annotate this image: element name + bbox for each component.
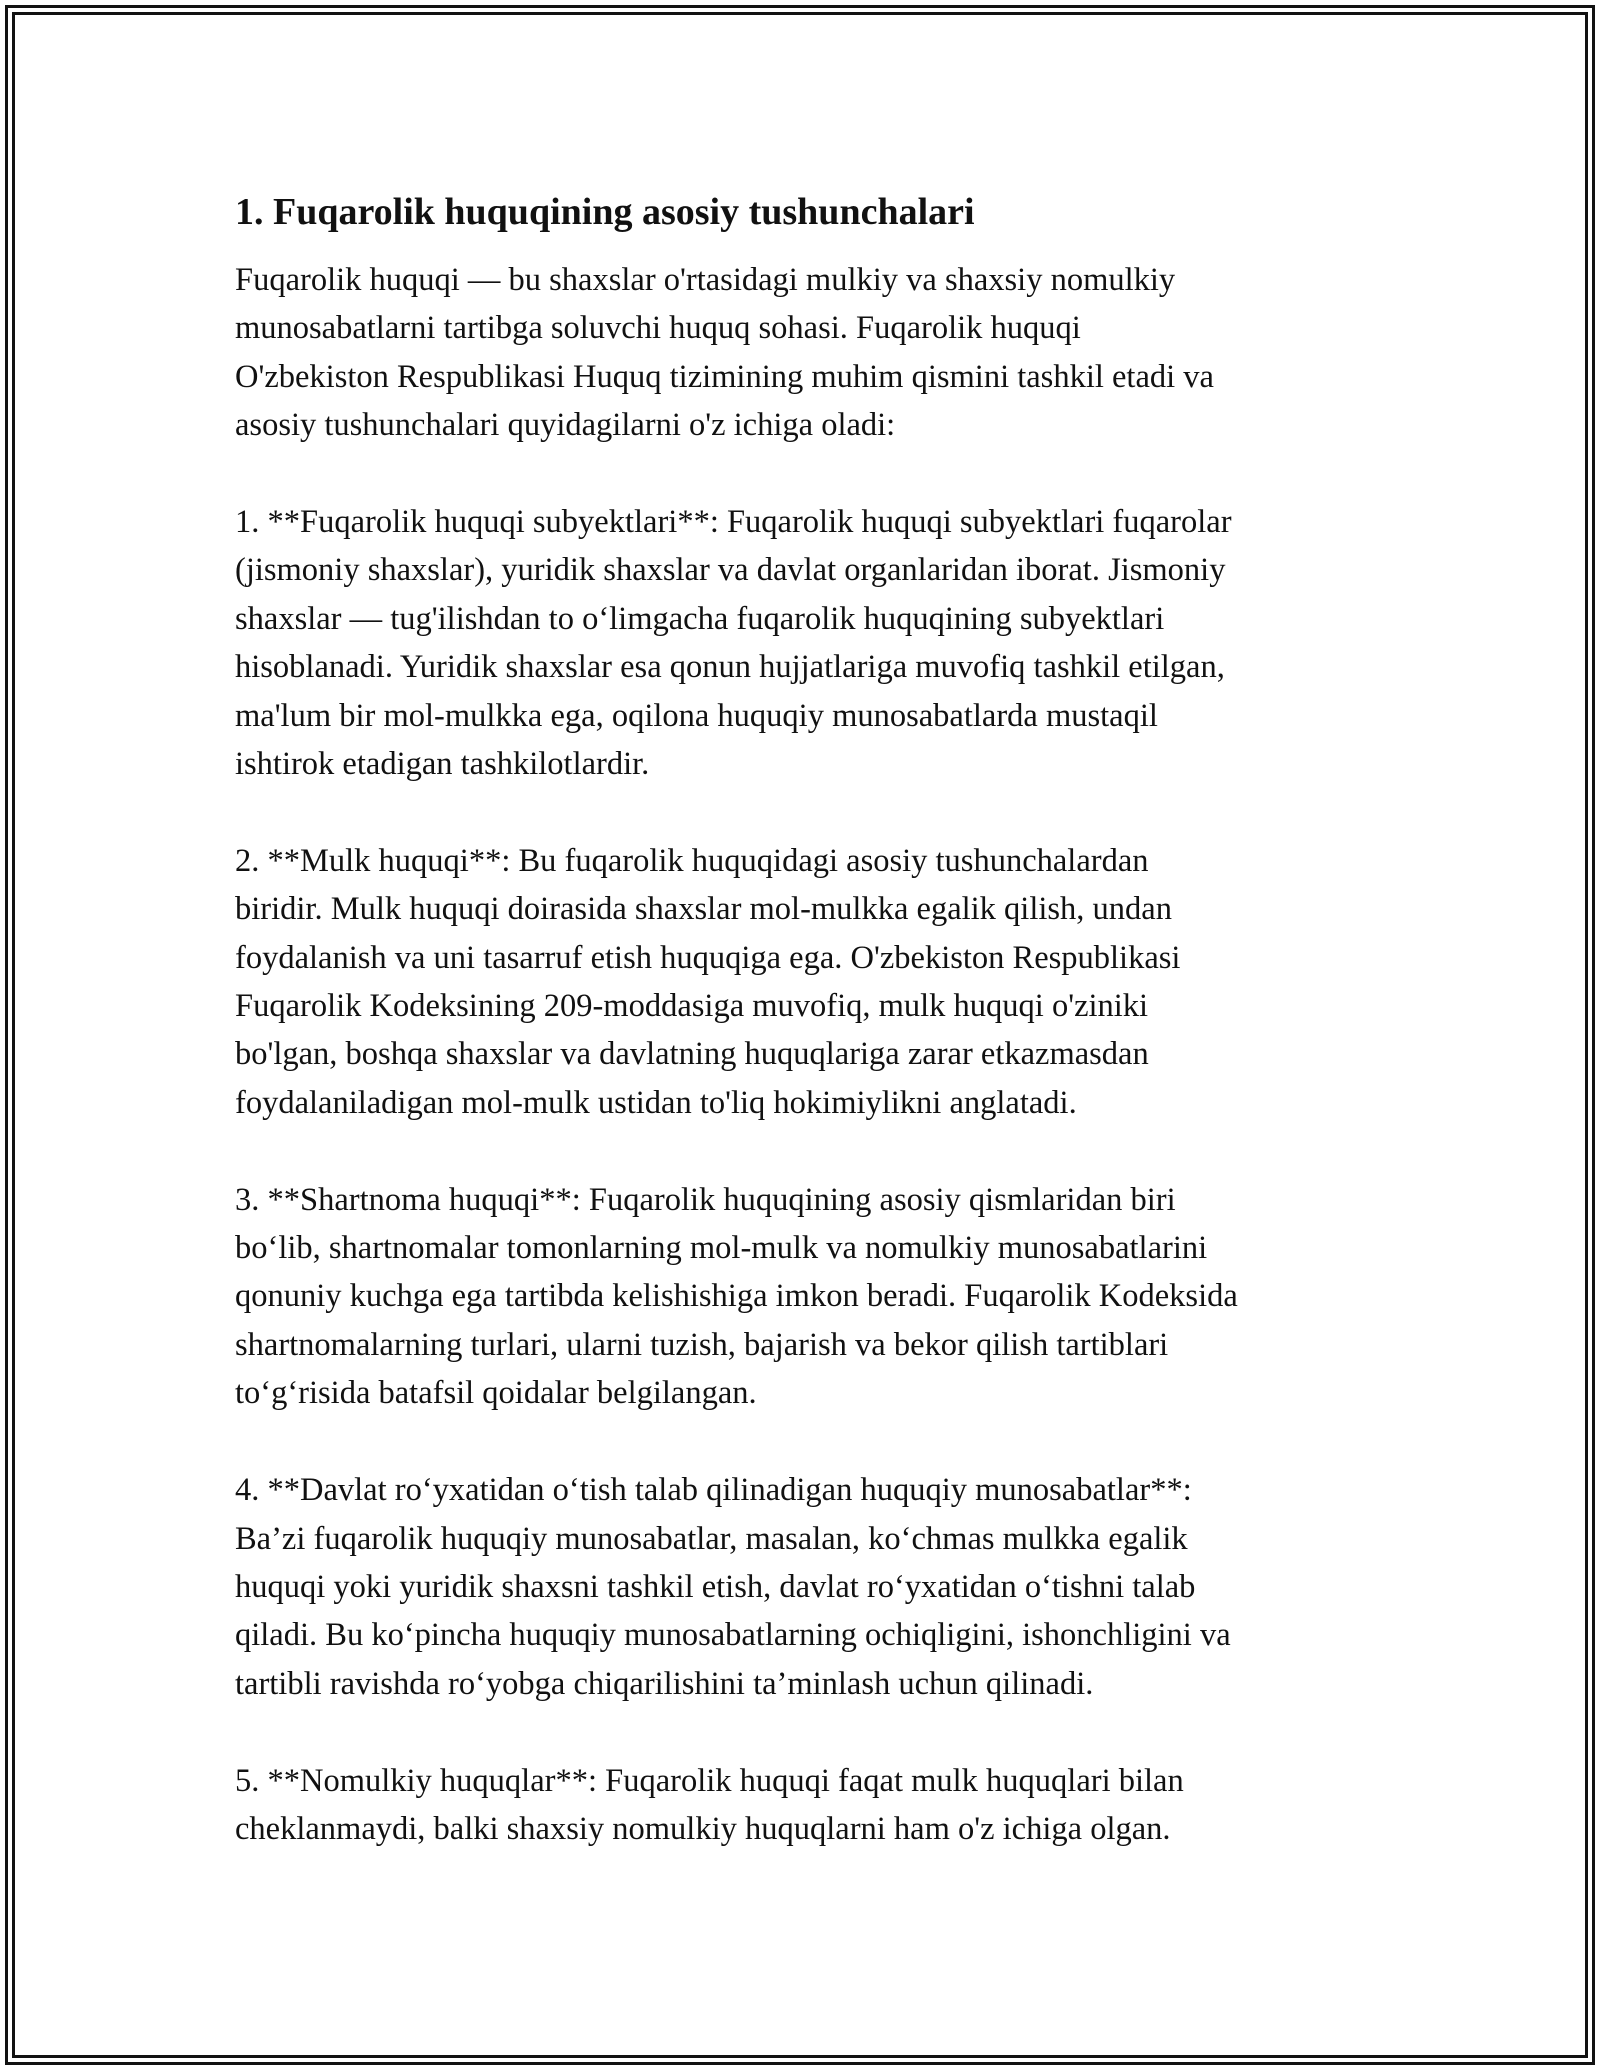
text-line: Fuqarolik Kodeksining 209-moddasiga muvofiq, mulk huquqi o'ziniki (235, 988, 1149, 1025)
text-line: 3. **Shartnoma huquqi**: Fuqarolik huquqining asosiy qismlaridan biri (235, 1181, 1176, 1218)
text-line: (jismoniy shaxslar), yuridik shaxslar va davlat organlaridan iborat. Jismoniy (235, 552, 1226, 589)
text-line: 5. **Nomulkiy huquqlar**: Fuqarolik huquqi faqat mulk huquqlari bilan (235, 1762, 1184, 1799)
list-item-subjects (235, 498, 1385, 788)
text-line: foydalanish va uni tasarruf etish huquqiga ega. O'zbekiston Respublikasi (235, 939, 1181, 976)
list-item-contract-law (235, 1176, 1385, 1418)
list-item-state-registration (235, 1466, 1385, 1708)
text-line: Ba’zi fuqarolik huquqiy munosabatlar, masalan, ko‘chmas mulkka egalik (235, 1520, 1188, 1557)
text-line: qonuniy kuchga ega tartibda kelishishiga imkon beradi. Fuqarolik Kodeksida (235, 1278, 1238, 1315)
text-line: foydalaniladigan mol-mulk ustidan to'liq hokimiylikni anglatadi. (235, 1084, 1077, 1121)
text-line: Fuqarolik huquqi — bu shaxslar o'rtasidagi mulkiy va shaxsiy nomulkiy (235, 262, 1176, 298)
list-item-property-rights (235, 837, 1385, 1127)
text-line: qiladi. Bu ko‘pincha huquqiy munosabatlarning ochiqligini, ishonchligini va (235, 1617, 1231, 1654)
text-line: 4. **Davlat ro‘yxatidan o‘tish talab qilinadigan huquqiy munosabatlar**: (235, 1472, 1192, 1509)
text-line: ma'lum bir mol-mulkka ega, oqilona huquqiy munosabatlarda mustaqil (235, 697, 1158, 734)
text-line: shaxslar — tug'ilishdan to o‘limgacha fuqarolik huquqining subyektlari (235, 600, 1165, 637)
text-line: cheklanmaydi, balki shaxsiy nomulkiy huquqlarni ham o'z ichiga olgan. (235, 1810, 1171, 1847)
text-line: 1. **Fuqarolik huquqi subyektlari**: Fuqarolik huquqi subyektlari fuqarolar (235, 504, 1232, 541)
text-line: O'zbekiston Respublikasi Huquq tizimining muhim qismini tashkil etadi va (235, 358, 1214, 395)
section-heading: 1. Fuqarolik huquqining asosiy tushunchalari (235, 191, 975, 233)
text-line: bo‘lib, shartnomalar tomonlarning mol-mulk va nomulkiy munosabatlarini (235, 1230, 1208, 1267)
text-line: asosiy tushunchalari quyidagilarni o'z ichiga oladi: (235, 407, 896, 444)
text-line: 2. **Mulk huquqi**: Bu fuqarolik huquqidagi asosiy tushunchalardan (235, 842, 1149, 879)
text-line: hisoblanadi. Yuridik shaxslar esa qonun hujjatlariga muvofiq tashkil etilgan, (235, 649, 1225, 686)
text-line: huquqi yoki yuridik shaxsni tashkil etish, davlat ro‘yxatidan o‘tishni talab (235, 1568, 1196, 1605)
text-line: bo'lgan, boshqa shaxslar va davlatning huquqlariga zarar etkazmasdan (235, 1036, 1149, 1073)
text-line: ishtirok etadigan tashkilotlardir. (235, 746, 650, 783)
intro-paragraph (235, 256, 1385, 450)
list-item-non-property-rights (235, 1757, 1385, 1854)
text-line: tartibli ravishda ro‘yobga chiqarilishini ta’minlash uchun qilinadi. (235, 1665, 1094, 1702)
text-line: biridir. Mulk huquqi doirasida shaxslar mol-mulkka egalik qilish, undan (235, 891, 1172, 928)
text-line: munosabatlarni tartibga soluvchi huquq sohasi. Fuqarolik huquqi (235, 310, 1081, 347)
text-line: to‘g‘risida batafsil qoidalar belgilangan. (235, 1375, 757, 1412)
text-line: shartnomalarning turlari, ularni tuzish, bajarish va bekor qilish tartiblari (235, 1326, 1169, 1363)
document-body (235, 188, 1385, 1853)
